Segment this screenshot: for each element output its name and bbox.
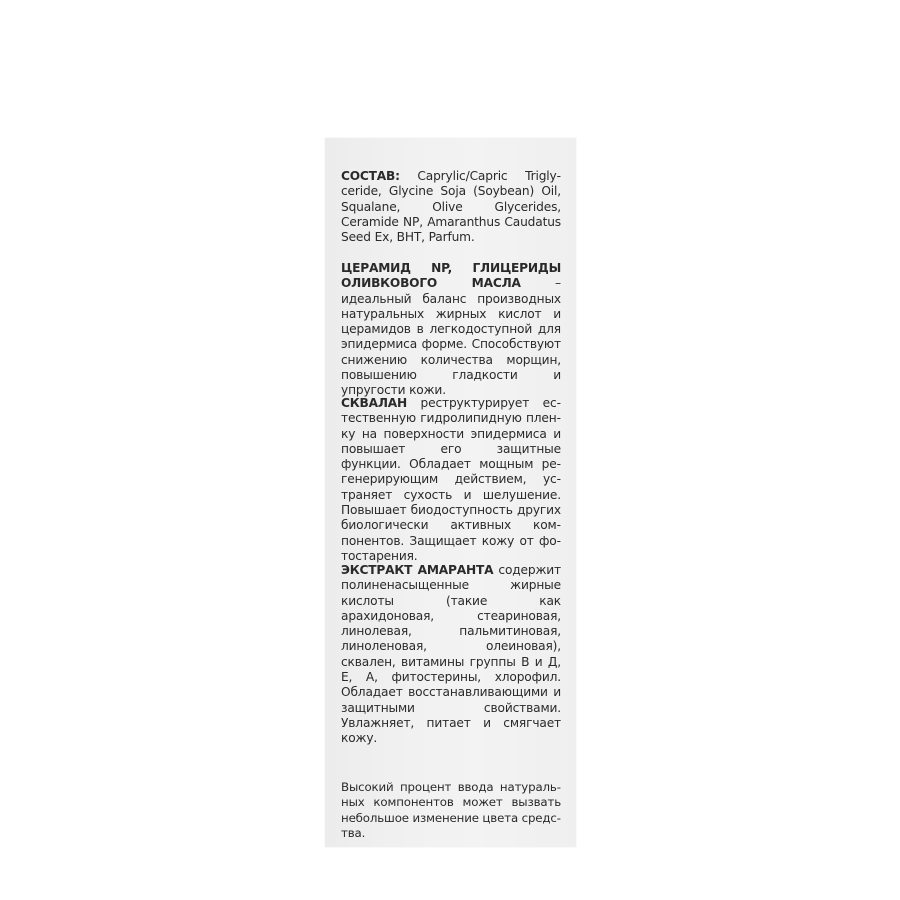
ceramide-paragraph	[341, 261, 561, 399]
ceramide-heading: ЦЕРАМИД NP, ГЛИЦЕРИДЫ ОЛИВКОВОГО МАСЛА	[341, 261, 561, 291]
amaranth-text: содержит полиненасыщенные жирные кислоты (такие как арахидоновая, стеариновая, линолевая, пальмитиновая, линоленовая, олеиновая), сквален, витамины группы В и Д, Е, А, фитостерины, хлорофил. Обладает восстанавливающими и защитными свойствами. Увлажняет, питает и смягчает кожу.	[341, 563, 562, 746]
squalane-text: реструктурирует естественную гидролипидную пленку на поверхности эпидермиса и повышает его защитные функции. Обладает мощным регенерирующим действием, устраняет сухость и шелушение. Повышает биодоступность других биологически активных компонентов. Защищает кожу от фотостарения.	[341, 396, 561, 563]
composition-text: Caprylic/Capric Triglyceride, Glycine Soja (Soybean) Oil, Squalane, Olive Glycerides, Ceramide NP, Amaranthus Caudatus Seed Ex, BHT, Parfum.	[341, 169, 561, 245]
amaranth-paragraph	[341, 563, 561, 747]
ceramide-text: – идеальный баланс производных натуральных жирных кислот и церамидов в легкодоступной для эпидермиса форме. Способствуют снижению количества морщин, повышению гладкости и упругости кожи.	[341, 276, 561, 398]
product-box-side-panel	[325, 138, 576, 847]
composition-paragraph	[341, 169, 561, 245]
squalane-heading: СКВАЛАН	[341, 396, 407, 410]
color-change-note: Высокий процент ввода натуральных компонентов может вызвать небольшое изменение цвета средства.	[341, 780, 562, 840]
composition-heading: СОСТАВ:	[341, 169, 400, 183]
squalane-paragraph	[341, 396, 561, 564]
amaranth-heading: ЭКСТРАКТ АМАРАНТА	[341, 563, 494, 577]
